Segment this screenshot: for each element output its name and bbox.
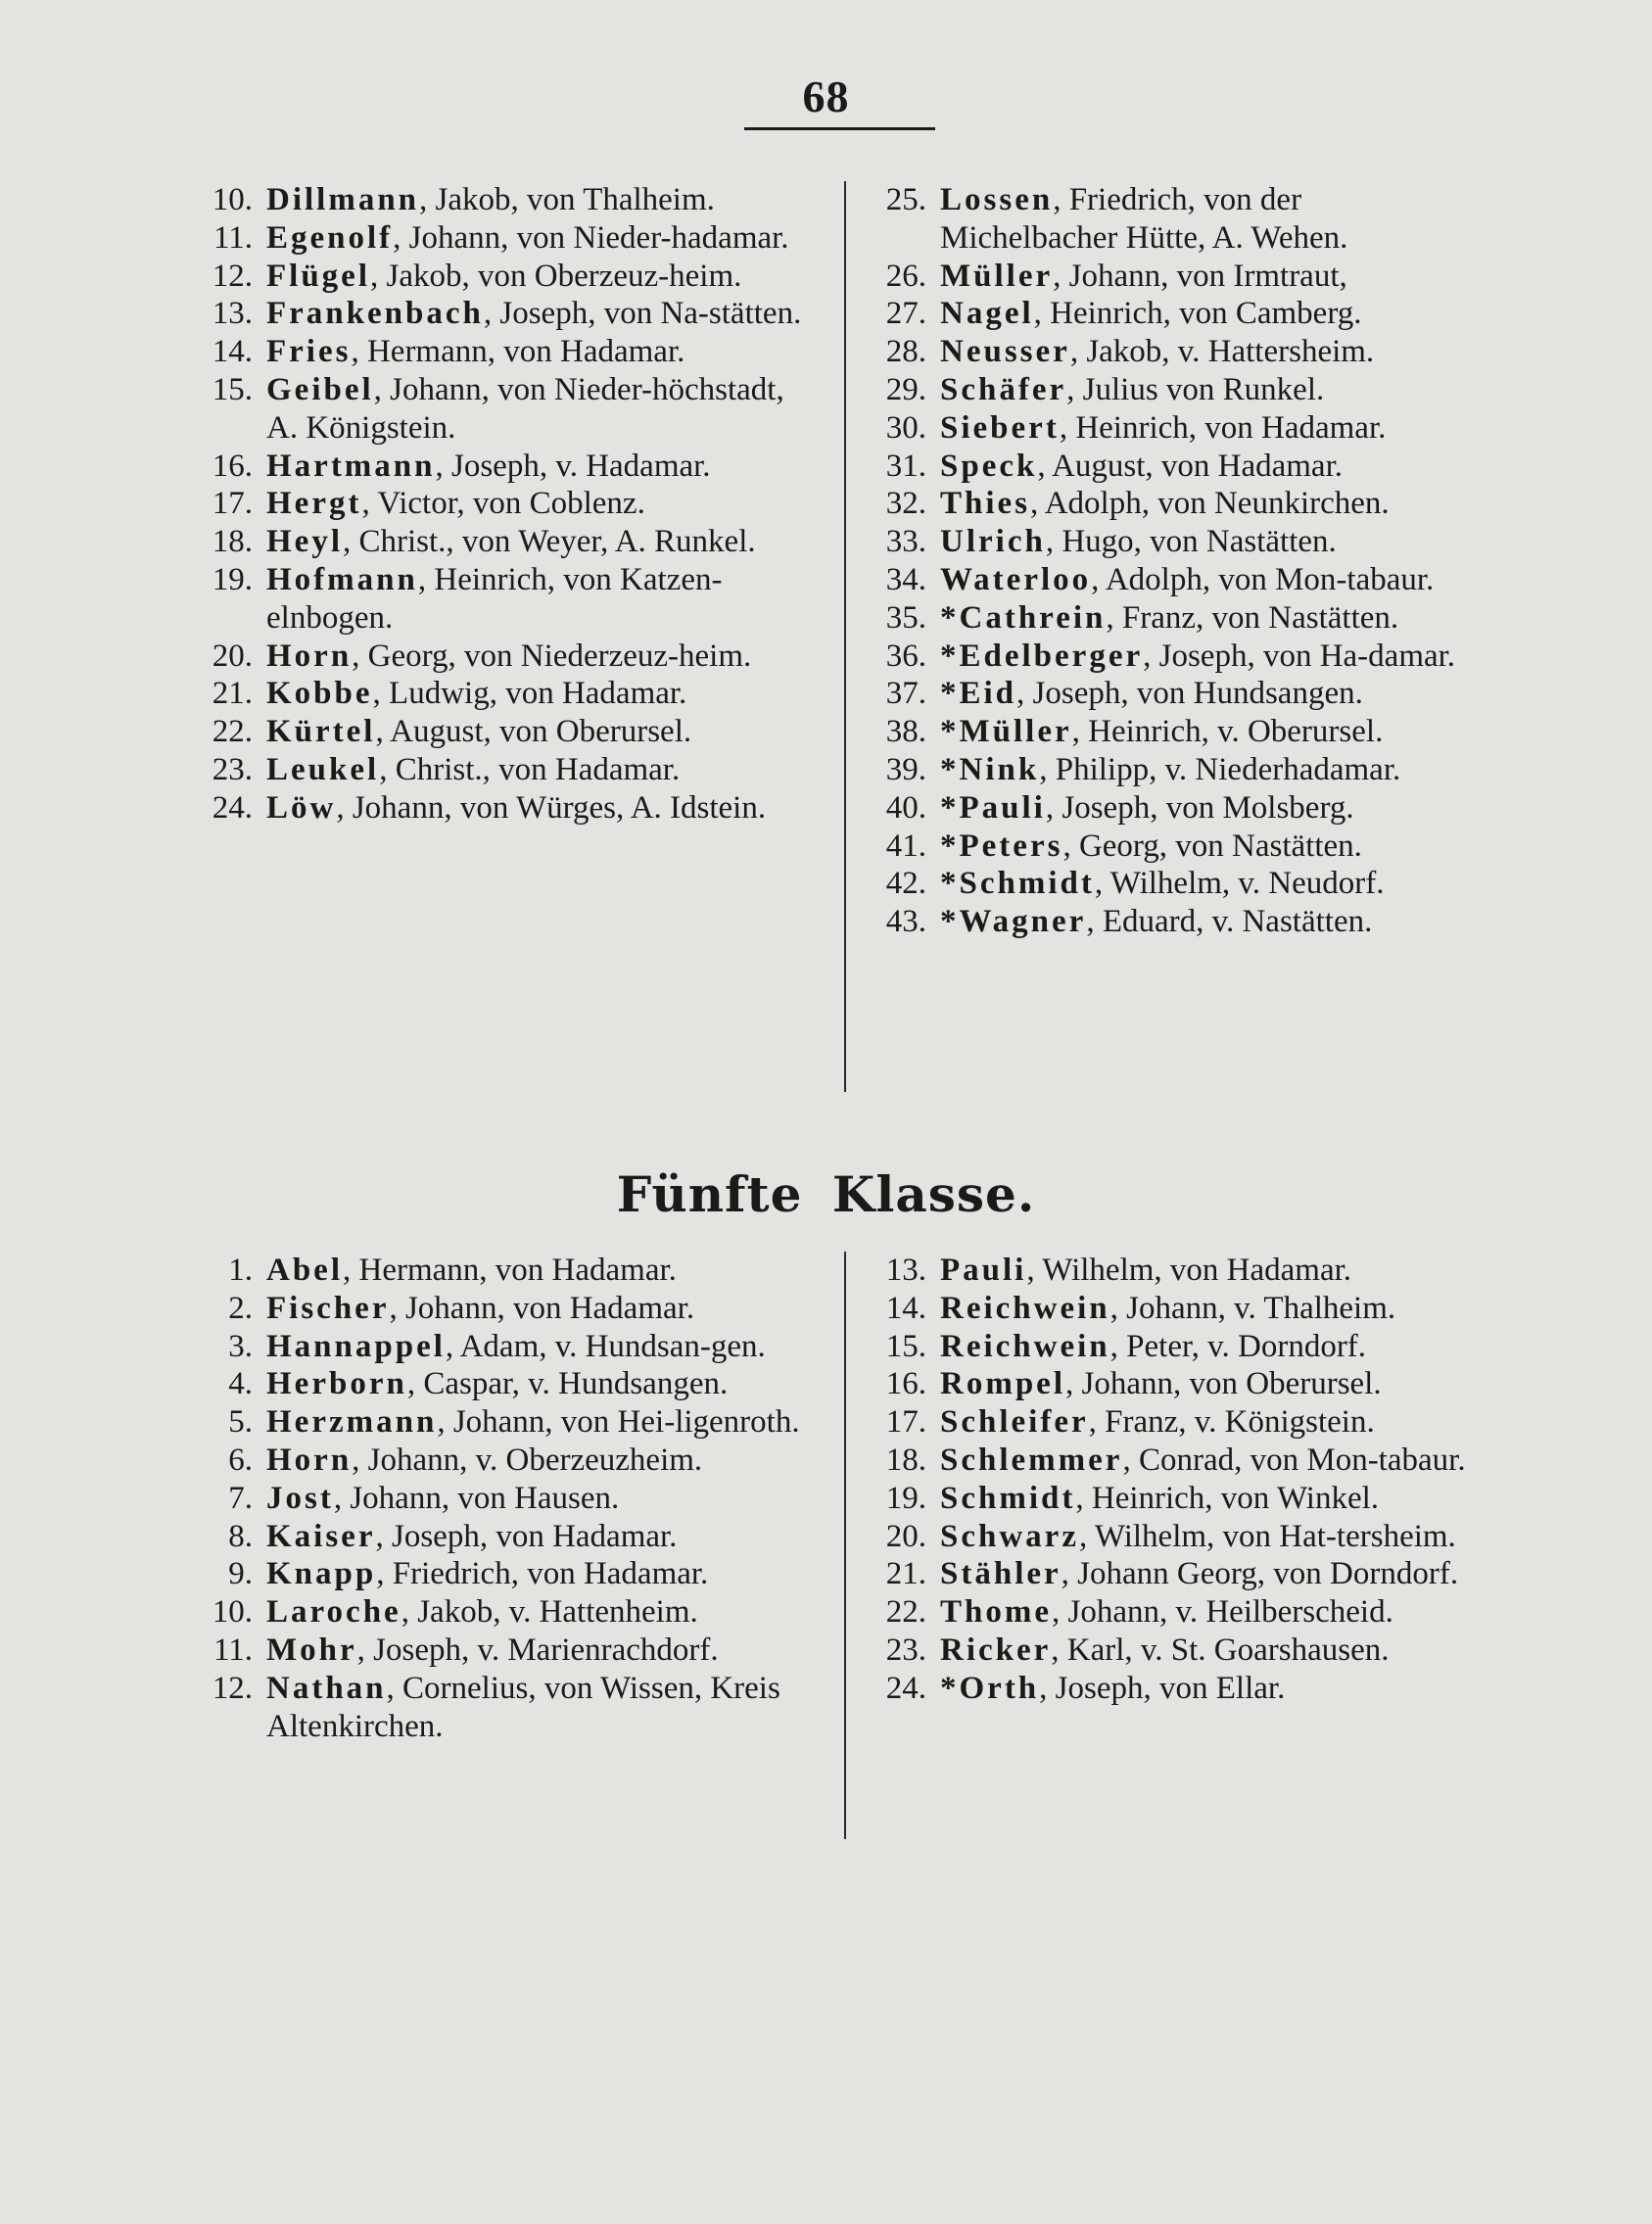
entry-number: 29. — [885, 371, 926, 407]
student-entry — [860, 295, 1487, 333]
student-entry — [186, 1632, 813, 1670]
entry-surname: Thies — [940, 486, 1031, 522]
entry-details: , Joseph, von Hadamar. — [375, 1518, 678, 1554]
student-entry — [860, 1442, 1487, 1480]
student-entry — [860, 675, 1487, 713]
entry-details: , Friedrich, von Hadamar. — [376, 1556, 709, 1592]
student-entry — [186, 675, 813, 713]
entry-details: , Wilhelm, von Hadamar. — [1026, 1253, 1352, 1288]
entry-number: 21. — [885, 1556, 926, 1592]
student-entry — [186, 1328, 813, 1366]
entry-details: , Conrad, von Mon-tabaur. — [1122, 1442, 1466, 1478]
entry-details: , Jakob, von Thalheim. — [419, 182, 715, 217]
entry-number: 23. — [212, 751, 253, 787]
column-divider — [844, 181, 846, 1092]
entry-details: , Heinrich, von Camberg. — [1033, 296, 1362, 332]
entry-number: 31. — [885, 448, 926, 484]
entry-number: 15. — [885, 1328, 926, 1364]
entry-number: 28. — [885, 334, 926, 370]
entry-surname: *Pauli — [940, 789, 1046, 826]
entry-surname: Rompel — [940, 1366, 1065, 1402]
entry-details: , August, von Hadamar. — [1037, 448, 1343, 484]
entry-surname: Müller — [940, 258, 1054, 294]
student-entry — [860, 865, 1487, 903]
student-entry — [860, 258, 1487, 296]
entry-details: , Johann, von Hadamar. — [389, 1290, 695, 1326]
student-entry — [186, 789, 813, 828]
entry-number: 13. — [885, 1253, 926, 1288]
student-entry — [186, 713, 813, 751]
student-entry — [860, 181, 1487, 258]
entry-surname: Kürtel — [266, 714, 376, 750]
entry-number: 9. — [228, 1556, 253, 1592]
entry-details: , Wilhelm, v. Neudorf. — [1094, 866, 1385, 902]
entry-surname: Knapp — [266, 1556, 377, 1592]
student-entry — [860, 1403, 1487, 1442]
entry-number: 19. — [212, 561, 253, 597]
entry-details: , Hermann, von Hadamar. — [351, 334, 685, 370]
entry-surname: *Wagner — [940, 904, 1087, 940]
entry-number: 22. — [212, 714, 253, 750]
entry-surname: *Peters — [940, 828, 1063, 864]
entry-number: 2. — [228, 1290, 253, 1326]
entry-number: 36. — [885, 638, 926, 674]
entry-surname: *Schmidt — [940, 866, 1095, 902]
entry-surname: Löw — [266, 789, 337, 826]
student-entry — [860, 409, 1487, 448]
entry-number: 26. — [885, 258, 926, 294]
student-entry — [860, 1480, 1487, 1518]
student-entry — [186, 295, 813, 333]
entry-details: , Franz, v. Königstein. — [1088, 1404, 1375, 1441]
entry-surname: Siebert — [940, 409, 1060, 446]
entry-surname: Fischer — [266, 1290, 390, 1326]
entry-details: , Jakob, v. Hattenheim. — [401, 1594, 698, 1631]
entry-surname: Hartmann — [266, 448, 436, 484]
entry-surname: Hofmann — [266, 561, 418, 597]
student-entry — [186, 485, 813, 523]
entry-surname: Leukel — [266, 751, 380, 787]
entry-number: 40. — [885, 789, 926, 826]
entry-number: 35. — [885, 599, 926, 636]
entry-surname: Waterloo — [940, 561, 1092, 597]
entry-details: , Joseph, von Na-stätten. — [483, 296, 802, 332]
entry-surname: Ulrich — [940, 524, 1046, 560]
entry-surname: *Orth — [940, 1670, 1040, 1706]
student-entry — [186, 1442, 813, 1480]
entry-details: , Johann, von Irmtraut, — [1053, 258, 1347, 294]
entry-number: 13. — [212, 296, 253, 332]
entry-details: , Hermann, von Hadamar. — [343, 1253, 677, 1288]
entry-details: , Johann, von Oberursel. — [1065, 1366, 1382, 1402]
entry-number: 20. — [212, 638, 253, 674]
entry-surname: Egenolf — [266, 219, 394, 256]
entry-surname: Hannappel — [266, 1328, 446, 1364]
entry-details: , Georg, von Nastätten. — [1062, 828, 1362, 864]
student-entry — [860, 1518, 1487, 1556]
entry-number: 12. — [212, 1670, 253, 1706]
entry-number: 16. — [212, 448, 253, 484]
entry-details: , Johann, von Nieder-hadamar. — [393, 219, 789, 256]
entry-surname: Geibel — [266, 371, 374, 407]
entry-details: , Johann, von Hei-ligenroth. — [437, 1404, 800, 1441]
student-entry — [860, 713, 1487, 751]
entry-surname: Nagel — [940, 296, 1034, 332]
entry-details: , Eduard, v. Nastätten. — [1086, 904, 1373, 940]
entry-surname: Kobbe — [266, 676, 373, 712]
entry-details: , Victor, von Coblenz. — [361, 486, 645, 522]
student-entry — [186, 181, 813, 219]
entry-number: 16. — [885, 1366, 926, 1402]
student-entry — [860, 1632, 1487, 1670]
entry-number: 14. — [885, 1290, 926, 1326]
student-entry — [860, 561, 1487, 599]
student-entry — [186, 333, 813, 371]
entry-number: 6. — [228, 1442, 253, 1478]
entry-surname: *Nink — [940, 751, 1040, 787]
entry-details: , Joseph, von Hundsangen. — [1016, 676, 1363, 712]
entry-number: 12. — [212, 258, 253, 294]
entry-number: 42. — [885, 866, 926, 902]
entry-number: 41. — [885, 828, 926, 864]
entry-surname: *Edelberger — [940, 638, 1144, 674]
entry-surname: Herborn — [266, 1366, 407, 1402]
entry-number: 33. — [885, 524, 926, 560]
entry-details: , Johann Georg, von Dorndorf. — [1061, 1556, 1459, 1592]
entry-details: , Wilhelm, von Hat-tersheim. — [1078, 1518, 1456, 1554]
column-divider — [844, 1252, 846, 1839]
bottom-right-column — [860, 1252, 1487, 1708]
entry-details: , Jakob, v. Hattersheim. — [1069, 334, 1375, 370]
entry-number: 11. — [212, 1632, 253, 1668]
student-entry — [186, 1252, 813, 1290]
student-entry — [186, 258, 813, 296]
entry-number: 15. — [212, 371, 253, 407]
entry-number: 30. — [885, 409, 926, 446]
entry-number: 20. — [885, 1518, 926, 1554]
entry-surname: *Cathrein — [940, 599, 1107, 636]
entry-details: , Heinrich, v. Oberursel. — [1071, 714, 1384, 750]
entry-details: , Heinrich, von Winkel. — [1075, 1480, 1380, 1516]
entry-number: 5. — [228, 1404, 253, 1441]
entry-surname: Schmidt — [940, 1480, 1076, 1516]
entry-details: , Julius von Runkel. — [1066, 371, 1325, 407]
entry-number: 11. — [212, 219, 253, 256]
entry-number: 3. — [228, 1328, 253, 1364]
entry-number: 22. — [885, 1594, 926, 1631]
student-entry — [186, 219, 813, 258]
entry-number: 10. — [212, 1594, 253, 1631]
entry-surname: Neusser — [940, 334, 1070, 370]
entry-surname: Schwarz — [940, 1518, 1079, 1554]
entry-number: 18. — [212, 524, 253, 560]
entry-details: , Ludwig, von Hadamar. — [372, 676, 687, 712]
entry-details: , Christ., von Weyer, A. Runkel. — [342, 524, 756, 560]
entry-number: 4. — [228, 1366, 253, 1402]
student-entry — [860, 1365, 1487, 1403]
entry-details: , Georg, von Niederzeuz-heim. — [352, 638, 752, 674]
entry-number: 38. — [885, 714, 926, 750]
entry-details: , Johann, von Hausen. — [333, 1480, 620, 1516]
student-entry — [860, 1555, 1487, 1593]
entry-number: 23. — [885, 1632, 926, 1668]
entry-surname: Reichwein — [940, 1290, 1110, 1326]
entry-surname: Horn — [266, 1442, 353, 1478]
entry-details: , Joseph, von Ellar. — [1039, 1670, 1286, 1706]
entry-surname: Abel — [266, 1253, 343, 1288]
student-entry — [186, 1518, 813, 1556]
entry-details: , Peter, v. Dorndorf. — [1109, 1328, 1367, 1364]
student-entry — [860, 1290, 1487, 1328]
student-entry — [860, 903, 1487, 941]
entry-surname: Thome — [940, 1594, 1052, 1631]
student-entry — [186, 448, 813, 486]
student-entry — [860, 789, 1487, 828]
entry-surname: Heyl — [266, 524, 343, 560]
section-title-word-1: Fünfte — [616, 1165, 803, 1223]
student-entry — [860, 1593, 1487, 1632]
entry-details: , Johann, von Würges, A. Idstein. — [336, 789, 767, 826]
student-entry — [860, 1252, 1487, 1290]
section-title — [0, 1165, 1652, 1223]
entry-surname: Schäfer — [940, 371, 1067, 407]
student-entry — [186, 751, 813, 789]
header-rule — [744, 127, 935, 130]
entry-details: , Joseph, v. Hadamar. — [435, 448, 711, 484]
student-entry — [186, 1365, 813, 1403]
entry-details: , August, von Oberursel. — [375, 714, 692, 750]
bottom-left-column — [186, 1252, 813, 1745]
entry-surname: Stähler — [940, 1556, 1062, 1592]
entry-details: , Joseph, von Ha-damar. — [1143, 638, 1456, 674]
entry-details: , Caspar, v. Hundsangen. — [406, 1366, 729, 1402]
student-entry — [860, 448, 1487, 486]
entry-surname: Pauli — [940, 1253, 1027, 1288]
entry-details: , Hugo, von Nastätten. — [1045, 524, 1337, 560]
entry-surname: Reichwein — [940, 1328, 1110, 1364]
entry-details: , Joseph, von Molsberg. — [1045, 789, 1354, 826]
entry-surname: *Eid — [940, 676, 1017, 712]
student-entry — [860, 371, 1487, 409]
student-entry — [186, 1670, 813, 1746]
entry-number: 8. — [228, 1518, 253, 1554]
entry-number: 17. — [212, 486, 253, 522]
entry-details: , Franz, von Nastätten. — [1106, 599, 1399, 636]
entry-number: 7. — [228, 1480, 253, 1516]
entry-surname: Laroche — [266, 1594, 401, 1631]
student-entry — [186, 1290, 813, 1328]
entry-number: 10. — [212, 182, 253, 217]
entry-number: 18. — [885, 1442, 926, 1478]
entry-surname: Fries — [266, 334, 352, 370]
entry-details: , Heinrich, von Katzen-elnbogen. — [266, 561, 723, 636]
entry-details: , Joseph, v. Marienrachdorf. — [356, 1632, 719, 1668]
student-entry — [860, 751, 1487, 789]
entry-details: , Friedrich, von der Michelbacher Hütte, A. Wehen. — [940, 182, 1348, 256]
entry-number: 19. — [885, 1480, 926, 1516]
entry-surname: Schleifer — [940, 1404, 1089, 1441]
entry-details: , Philipp, v. Niederhadamar. — [1039, 751, 1401, 787]
entry-number: 39. — [885, 751, 926, 787]
entry-surname: Herzmann — [266, 1404, 438, 1441]
student-entry — [186, 523, 813, 561]
entry-number: 37. — [885, 676, 926, 712]
entry-surname: Flügel — [266, 258, 370, 294]
entry-details: , Cornelius, von Wissen, Kreis Altenkirchen. — [266, 1670, 780, 1744]
entry-surname: Speck — [940, 448, 1038, 484]
student-entry — [860, 485, 1487, 523]
student-entry — [860, 599, 1487, 638]
student-entry — [860, 1670, 1487, 1708]
entry-surname: *Müller — [940, 714, 1072, 750]
entry-number: 24. — [212, 789, 253, 826]
entry-surname: Mohr — [266, 1632, 357, 1668]
page-number: 68 — [802, 71, 850, 121]
section-title-word-2: Klasse. — [831, 1165, 1036, 1223]
entry-surname: Kaiser — [266, 1518, 376, 1554]
entry-details: , Heinrich, von Hadamar. — [1059, 409, 1387, 446]
entry-number: 25. — [885, 182, 926, 217]
entry-surname: Hergt — [266, 486, 362, 522]
entry-details: , Adolph, von Neunkirchen. — [1030, 486, 1390, 522]
entry-surname: Lossen — [940, 182, 1054, 217]
entry-surname: Nathan — [266, 1670, 387, 1706]
entry-surname: Ricker — [940, 1632, 1052, 1668]
entry-surname: Jost — [266, 1480, 334, 1516]
student-entry — [860, 638, 1487, 676]
student-entry — [186, 1593, 813, 1632]
entry-surname: Dillmann — [266, 182, 420, 217]
student-entry — [186, 638, 813, 676]
student-entry — [186, 371, 813, 448]
entry-details: , Christ., von Hadamar. — [379, 751, 681, 787]
entry-number: 34. — [885, 561, 926, 597]
entry-number: 32. — [885, 486, 926, 522]
student-entry — [186, 1480, 813, 1518]
entry-number: 17. — [885, 1404, 926, 1441]
entry-number: 14. — [212, 334, 253, 370]
student-entry — [186, 561, 813, 638]
entry-details: , Jakob, von Oberzeuz-heim. — [370, 258, 742, 294]
entry-surname: Schlemmer — [940, 1442, 1123, 1478]
entry-number: 1. — [228, 1253, 253, 1288]
student-entry — [186, 1555, 813, 1593]
entry-surname: Horn — [266, 638, 353, 674]
top-left-column — [186, 181, 813, 828]
entry-details: , Adolph, von Mon-tabaur. — [1091, 561, 1435, 597]
entry-surname: Frankenbach — [266, 296, 484, 332]
entry-details: , Johann, v. Heilberscheid. — [1052, 1594, 1393, 1631]
student-entry — [860, 828, 1487, 866]
entry-details: , Karl, v. St. Goarshausen. — [1051, 1632, 1390, 1668]
entry-details: , Johann, von Nieder-höchstadt, A. Königstein. — [266, 371, 784, 446]
student-entry — [860, 523, 1487, 561]
student-entry — [860, 333, 1487, 371]
entry-details: , Johann, v. Oberzeuzheim. — [352, 1442, 703, 1478]
entry-number: 43. — [885, 904, 926, 940]
entry-number: 24. — [885, 1670, 926, 1706]
entry-number: 21. — [212, 676, 253, 712]
entry-details: , Adam, v. Hundsan-gen. — [445, 1328, 766, 1364]
entry-number: 27. — [885, 296, 926, 332]
entry-details: , Johann, v. Thalheim. — [1109, 1290, 1396, 1326]
student-entry — [186, 1403, 813, 1442]
student-entry — [860, 1328, 1487, 1366]
top-right-column — [860, 181, 1487, 941]
